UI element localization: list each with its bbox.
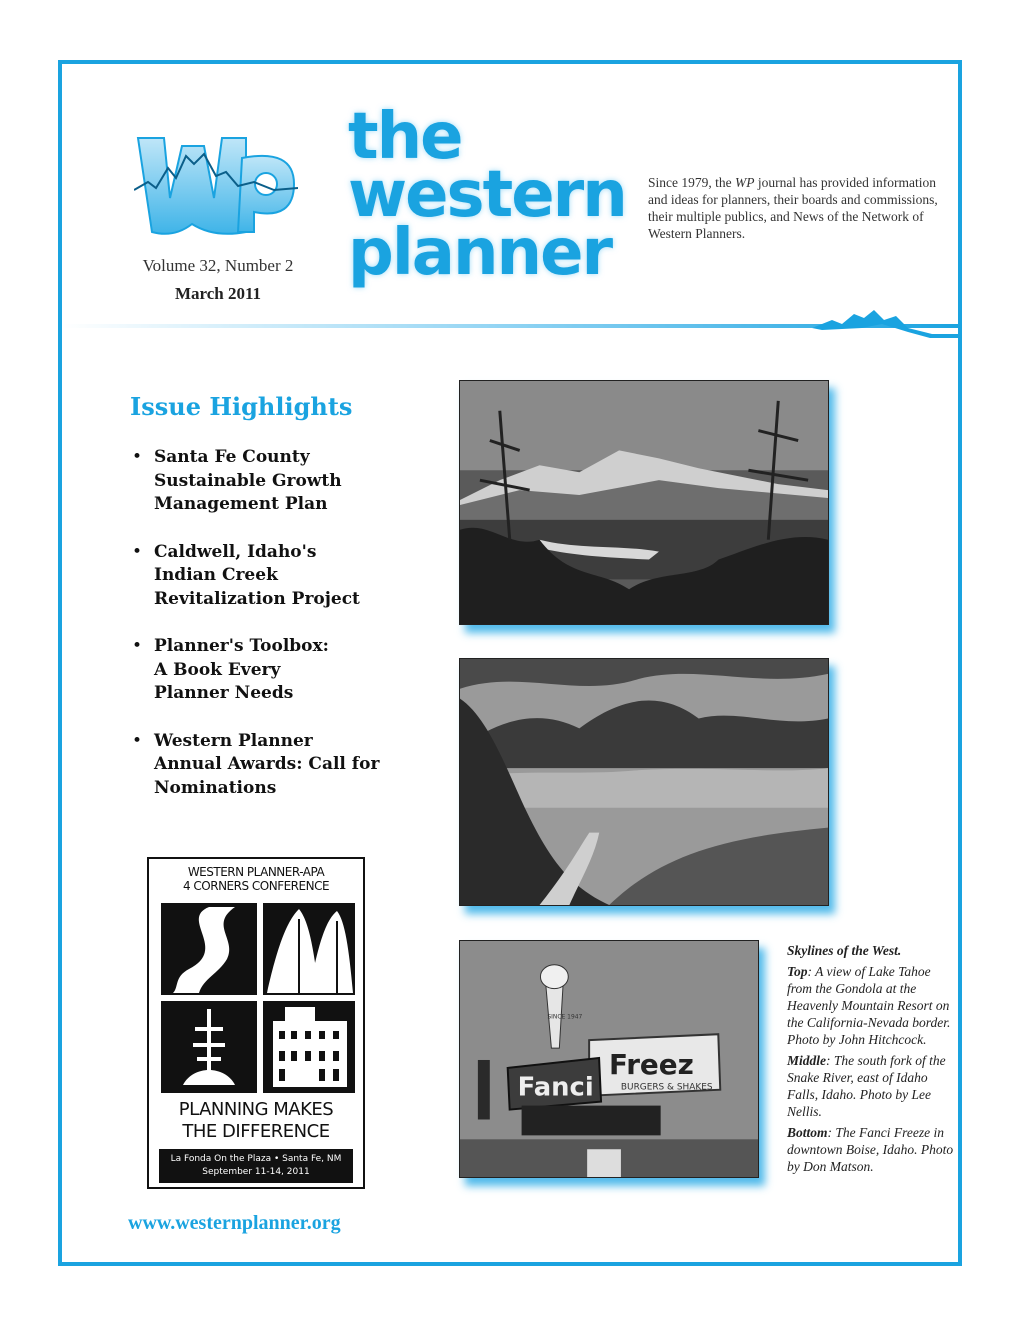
photo-snake-river xyxy=(459,658,829,906)
volume-number: Volume 32, Number 2 xyxy=(142,256,294,275)
photo-fanci-freeze xyxy=(459,940,759,1178)
poster-slogan xyxy=(149,1099,363,1143)
issue-date: March 2011 xyxy=(174,284,262,303)
poster-header-line-2: 4 CORNERS CONFERENCE xyxy=(182,879,330,893)
caption-middle-text: : The south fork of the Snake River, east of Idaho Falls, Idaho. Photo by Lee Nellis. xyxy=(787,1053,946,1119)
caption-top-label: Top xyxy=(787,964,808,979)
wp-logo-icon xyxy=(134,128,298,240)
list-item: • Planner's Toolbox: A Book Every Planner Needs xyxy=(132,635,412,706)
conference-poster xyxy=(147,857,365,1189)
intro-pre: Since 1979, the xyxy=(648,175,735,190)
list-item: • Western Planner Annual Awards: Call for Nominations xyxy=(132,730,412,801)
highlights-list xyxy=(132,446,412,824)
lake-tahoe-image-icon xyxy=(460,381,828,624)
sign-burgers: BURGERS & SHAKES xyxy=(620,1082,713,1093)
caption-title: Skylines of the West. xyxy=(787,943,902,958)
poster-dates: September 11-14, 2011 xyxy=(202,1167,310,1177)
title-line-2: western xyxy=(348,158,626,232)
website-link[interactable]: www.westernplanner.org xyxy=(128,1212,341,1234)
caption-top-text: : A view of Lake Tahoe from the Gondola at the Heavenly Mountain Resort on the California-Nevada border. Photo by John Hitchcock. xyxy=(787,964,951,1047)
poster-venue-band xyxy=(159,1149,353,1183)
caption-bottom xyxy=(787,1124,955,1175)
mountain-rule xyxy=(62,306,962,346)
photo-caption xyxy=(787,942,955,1179)
list-item: • Caldwell, Idaho's Indian Creek Revitalization Project xyxy=(132,541,412,612)
caption-middle xyxy=(787,1052,955,1120)
title-line-1: the xyxy=(348,100,462,174)
sign-since: SINCE 1947 xyxy=(547,1013,583,1021)
sign-fanci: Fanci xyxy=(517,1072,594,1103)
poster-slogan-line-2: THE DIFFERENCE xyxy=(182,1121,330,1142)
photo-lake-tahoe xyxy=(459,380,829,625)
caption-bottom-text: : The Fanci Freeze in downtown Boise, Idaho. Photo by Don Matson. xyxy=(787,1125,954,1174)
highlights-title: Issue Highlights xyxy=(130,392,353,421)
intro-em: WP xyxy=(735,175,755,190)
caption-top xyxy=(787,963,955,1048)
caption-bottom-label: Bottom xyxy=(787,1125,828,1140)
list-item: • Santa Fe County Sustainable Growth Management Plan xyxy=(132,446,412,517)
caption-middle-label: Middle xyxy=(787,1053,826,1068)
masthead-title xyxy=(348,100,626,290)
intro-post: journal has provided information and ideas for planners, their boards and commissions, their multiple publics, and News of the Network of Western Planners. xyxy=(648,175,938,241)
poster-header-line-1: WESTERN PLANNER-APA xyxy=(187,865,325,879)
snake-river-image-icon xyxy=(460,659,828,905)
sign-freez: Freez xyxy=(609,1047,694,1081)
poster-venue: La Fonda On the Plaza • Santa Fe, NM xyxy=(170,1154,342,1164)
poster-slogan-line-1: PLANNING MAKES xyxy=(178,1099,334,1120)
poster-header xyxy=(149,865,363,893)
fanci-freeze-image-icon xyxy=(460,941,758,1177)
title-line-3: planner xyxy=(348,216,612,290)
intro-text xyxy=(648,174,948,242)
